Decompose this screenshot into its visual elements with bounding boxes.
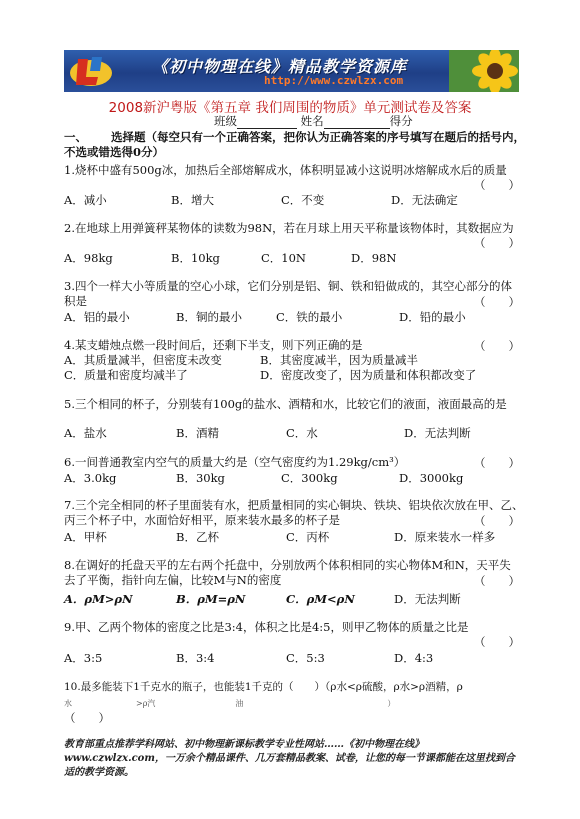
- q2-option-b[interactable]: B．10kg: [171, 251, 220, 265]
- question-1-answer-paren[interactable]: （ ）: [474, 178, 520, 192]
- q7-option-c[interactable]: C．丙杯: [286, 530, 330, 544]
- question-8-text: 8.在调好的托盘天平的左右两个托盘中，分别放两个体积相同的实心物体M和N，天平失: [64, 558, 511, 572]
- q1-option-b[interactable]: B．增大: [171, 193, 214, 207]
- q8-option-c[interactable]: C．ρM<ρN: [286, 592, 355, 606]
- name-label: 姓名: [300, 114, 324, 128]
- q9-option-a[interactable]: A．3:5: [64, 651, 103, 665]
- footer-note: 教育部重点推荐学科网站、初中物理新课标教学专业性网站……《初中物理在线》www.czwlzx.com，一万余个精品课件、几万套精品教案、试卷，让您的每一节课都能在这里找到合适的教学资源。: [64, 739, 515, 778]
- question-3-text-cont: 积是: [64, 294, 87, 308]
- section-number: 一、: [64, 130, 87, 144]
- question-6-answer-paren[interactable]: （ ）: [474, 456, 520, 470]
- q3-option-d[interactable]: D．铅的最小: [399, 310, 466, 324]
- q8-option-b[interactable]: B．ρM=ρN: [176, 592, 246, 606]
- q2-option-c[interactable]: C．10N: [261, 251, 306, 265]
- q4-option-a[interactable]: A．其质量减半，但密度未改变: [64, 353, 222, 367]
- q9-option-d[interactable]: D．4:3: [394, 651, 434, 665]
- question-3-text: 3.四个一样大小等质量的空心小球，它们分别是铝、铜、铁和铅做成的，其空心部分的体: [64, 279, 512, 293]
- question-10-text-cont: 水 >ρ汽 油 ）: [64, 699, 396, 708]
- question-8-text-cont: 去了平衡，指针向左偏，比较M与N的密度: [64, 573, 282, 587]
- q4-option-d[interactable]: D．密度改变了，因为质量和体积都改变了: [260, 368, 477, 382]
- question-10-text: 10.最多能装下1千克水的瓶子，也能装1千克的（ ）（ρ水<ρ硫酸，ρ水>ρ酒精，ρ: [64, 681, 463, 693]
- q5-option-b[interactable]: B．酒精: [176, 426, 219, 440]
- question-7-text: 7.三个完全相同的杯子里面装有水，把质量相同的实心铜块、铁块、铝块依次放在甲、乙、: [64, 498, 524, 512]
- q8-option-d[interactable]: D．无法判断: [394, 592, 461, 606]
- q3-option-a[interactable]: A．铝的最小: [64, 310, 130, 324]
- banner-url[interactable]: http://www.czwlzx.com: [264, 74, 404, 87]
- question-2-text: 2.在地球上用弹簧秤某物体的读数为98N，若在月球上用天平称量该物体时，其数据应为: [64, 221, 514, 235]
- class-blank[interactable]: [237, 116, 297, 129]
- q6-option-b[interactable]: B．30kg: [176, 471, 225, 485]
- question-7-answer-paren[interactable]: （ ）: [474, 514, 520, 528]
- score-label: 得分: [389, 114, 413, 128]
- class-label: 班级: [214, 114, 237, 128]
- question-10-answer-paren[interactable]: （ ）: [64, 711, 110, 725]
- question-4-answer-paren[interactable]: （ ）: [474, 339, 520, 353]
- site-banner: [64, 50, 519, 92]
- section-heading-cont: 不选或错选得0分）: [64, 145, 165, 159]
- question-1-text: 1.烧杯中盛有500g冰，加热后全部熔解成水，体积明显减小这说明冰熔解成水后的质量: [64, 163, 507, 177]
- q3-option-b[interactable]: B．铜的最小: [176, 310, 242, 324]
- q4-option-c[interactable]: C．质量和密度均减半了: [64, 368, 188, 382]
- q1-option-d[interactable]: D．无法确定: [391, 193, 458, 207]
- banner-title: 《初中物理在线》精品教学资源库: [152, 57, 408, 76]
- question-2-answer-paren[interactable]: （ ）: [474, 236, 520, 250]
- q6-option-c[interactable]: C．300kg: [281, 471, 338, 485]
- question-3-answer-paren[interactable]: （ ）: [474, 295, 520, 309]
- q4-option-b[interactable]: B．其密度减半，因为质量减半: [260, 353, 418, 367]
- name-blank[interactable]: [324, 116, 390, 129]
- q8-option-a[interactable]: A．ρM>ρN: [64, 592, 133, 606]
- q1-option-a[interactable]: A．减小: [64, 193, 107, 207]
- question-5-text: 5.三个相同的杯子，分别装有100g的盐水、酒精和水，比较它们的液面，液面最高的是: [64, 397, 507, 411]
- logo-icon: [68, 53, 114, 89]
- sunflower-icon: [449, 50, 519, 92]
- section-title: 选择题（每空只有一个正确答案，把你认为正确答案的序号填写在题后的括号内，: [111, 130, 526, 144]
- q1-option-c[interactable]: C．不变: [281, 193, 325, 207]
- question-8-answer-paren[interactable]: （ ）: [474, 574, 520, 588]
- q9-option-c[interactable]: C．5:3: [286, 651, 325, 665]
- question-7-text-cont: 丙三个杯子中，水面恰好相平，原来装水最多的杯子是: [64, 513, 340, 527]
- q2-option-a[interactable]: A．98kg: [64, 251, 113, 265]
- q7-option-a[interactable]: A．甲杯: [64, 530, 107, 544]
- question-9-text: 9.甲、乙两个物体的密度之比是3:4，体积之比是4:5，则甲乙物体的质量之比是: [64, 620, 469, 634]
- q3-option-c[interactable]: C．铁的最小: [276, 310, 343, 324]
- question-9-answer-paren[interactable]: （ ）: [474, 635, 520, 649]
- q5-option-d[interactable]: D．无法判断: [404, 426, 471, 440]
- student-info-line: [214, 113, 413, 129]
- q7-option-d[interactable]: D．原来装水一样多: [394, 530, 496, 544]
- q9-option-b[interactable]: B．3:4: [176, 651, 215, 665]
- q5-option-a[interactable]: A．盐水: [64, 426, 107, 440]
- q6-option-a[interactable]: A．3.0kg: [64, 471, 117, 485]
- q2-option-d[interactable]: D．98N: [351, 251, 397, 265]
- question-4-text: 4.某支蜡烛点燃一段时间后，还剩下半支，则下列正确的是: [64, 338, 363, 352]
- document-title: 2008新沪粤版《第五章 我们周围的物质》单元测试卷及答案: [108, 100, 472, 116]
- q5-option-c[interactable]: C．水: [286, 426, 318, 440]
- question-6-text: 6.一间普通教室内空气的质量大约是（空气密度约为1.29kg/cm³）: [64, 455, 406, 469]
- section-heading: [64, 130, 525, 144]
- q7-option-b[interactable]: B．乙杯: [176, 530, 219, 544]
- q6-option-d[interactable]: D．3000kg: [399, 471, 464, 485]
